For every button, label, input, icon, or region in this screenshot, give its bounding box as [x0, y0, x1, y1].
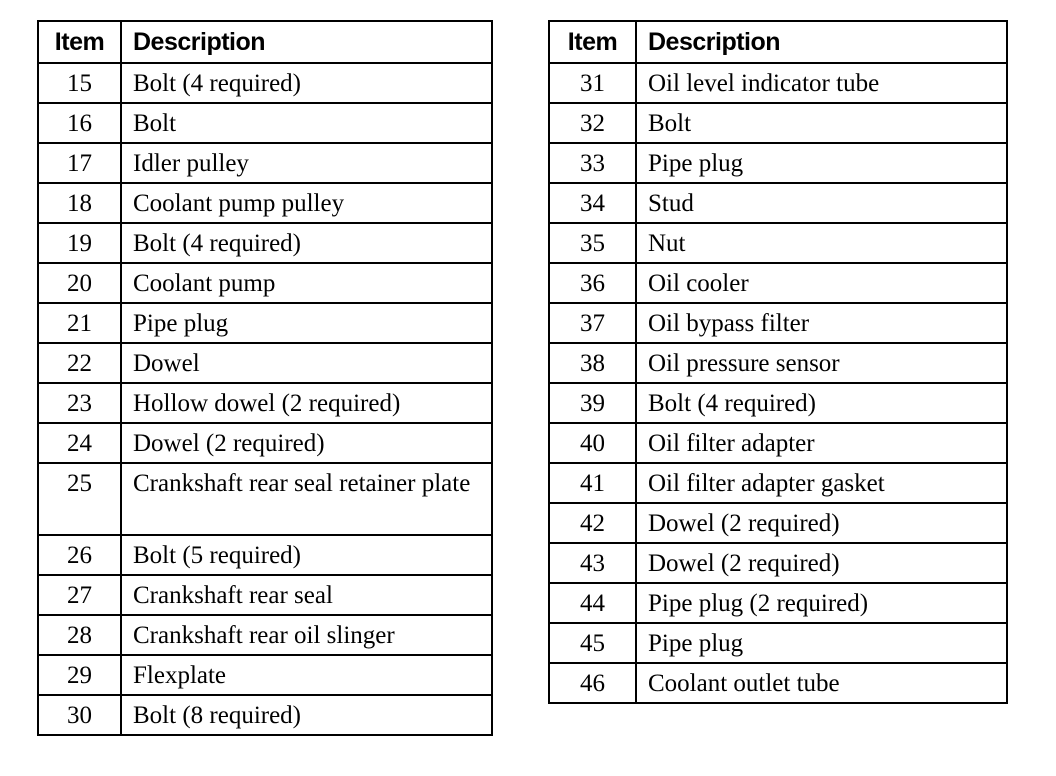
table-row [38, 303, 492, 343]
item-number-cell: 20 [38, 263, 121, 303]
item-number-cell: 24 [38, 423, 121, 463]
parts-table-right [548, 20, 1008, 704]
table-row [549, 183, 1007, 223]
table-row [38, 223, 492, 263]
table-row [38, 463, 492, 535]
description-cell: Bolt [636, 103, 1007, 143]
table-row [38, 143, 492, 183]
table-row [38, 63, 492, 103]
description-cell: Oil cooler [636, 263, 1007, 303]
description-cell: Bolt (5 required) [121, 535, 492, 575]
item-number-cell: 26 [38, 535, 121, 575]
table-row [549, 543, 1007, 583]
description-cell: Oil level indicator tube [636, 63, 1007, 103]
description-cell: Coolant pump [121, 263, 492, 303]
description-cell: Crankshaft rear oil slinger [121, 615, 492, 655]
table-row [549, 303, 1007, 343]
item-number-cell: 44 [549, 583, 636, 623]
item-column-header: Item [38, 21, 121, 63]
description-cell: Pipe plug (2 required) [636, 583, 1007, 623]
item-number-cell: 40 [549, 423, 636, 463]
item-number-cell: 38 [549, 343, 636, 383]
table-row [38, 383, 492, 423]
item-number-cell: 37 [549, 303, 636, 343]
item-number-cell: 31 [549, 63, 636, 103]
item-number-cell: 30 [38, 695, 121, 735]
table-row [549, 503, 1007, 543]
item-number-cell: 15 [38, 63, 121, 103]
item-number-cell: 41 [549, 463, 636, 503]
description-cell: Coolant pump pulley [121, 183, 492, 223]
description-cell: Stud [636, 183, 1007, 223]
table-row [549, 463, 1007, 503]
table-row [549, 423, 1007, 463]
item-column-header: Item [549, 21, 636, 63]
table-row [38, 263, 492, 303]
table-row [549, 583, 1007, 623]
table-row [549, 263, 1007, 303]
description-cell: Coolant outlet tube [636, 663, 1007, 703]
item-number-cell: 21 [38, 303, 121, 343]
description-cell: Oil pressure sensor [636, 343, 1007, 383]
item-number-cell: 42 [549, 503, 636, 543]
table-row [38, 183, 492, 223]
item-number-cell: 18 [38, 183, 121, 223]
item-number-cell: 33 [549, 143, 636, 183]
description-cell: Nut [636, 223, 1007, 263]
table-row [549, 663, 1007, 703]
item-number-cell: 27 [38, 575, 121, 615]
description-cell: Oil filter adapter [636, 423, 1007, 463]
table-row [549, 143, 1007, 183]
description-cell: Flexplate [121, 655, 492, 695]
description-column-header: Description [636, 21, 1007, 63]
table-row [549, 63, 1007, 103]
table-row [38, 695, 492, 735]
item-number-cell: 28 [38, 615, 121, 655]
item-number-cell: 36 [549, 263, 636, 303]
description-cell: Bolt [121, 103, 492, 143]
description-cell: Idler pulley [121, 143, 492, 183]
table-row [38, 535, 492, 575]
table-row [38, 103, 492, 143]
table-row [549, 383, 1007, 423]
table-row [38, 615, 492, 655]
table-row [549, 223, 1007, 263]
description-cell: Oil filter adapter gasket [636, 463, 1007, 503]
item-number-cell: 22 [38, 343, 121, 383]
description-cell: Bolt (4 required) [121, 63, 492, 103]
description-cell: Crankshaft rear seal retainer plate [121, 463, 492, 535]
item-number-cell: 23 [38, 383, 121, 423]
table-row [38, 655, 492, 695]
header-row [38, 21, 492, 63]
table-row [549, 343, 1007, 383]
description-cell: Oil bypass filter [636, 303, 1007, 343]
item-number-cell: 46 [549, 663, 636, 703]
item-number-cell: 16 [38, 103, 121, 143]
item-number-cell: 34 [549, 183, 636, 223]
description-cell: Hollow dowel (2 required) [121, 383, 492, 423]
item-number-cell: 39 [549, 383, 636, 423]
item-number-cell: 45 [549, 623, 636, 663]
item-number-cell: 17 [38, 143, 121, 183]
description-cell: Dowel (2 required) [121, 423, 492, 463]
description-cell: Bolt (4 required) [636, 383, 1007, 423]
item-number-cell: 29 [38, 655, 121, 695]
table-row [38, 423, 492, 463]
table-row [38, 575, 492, 615]
description-cell: Dowel (2 required) [636, 543, 1007, 583]
description-column-header: Description [121, 21, 492, 63]
description-cell: Dowel [121, 343, 492, 383]
description-cell: Bolt (4 required) [121, 223, 492, 263]
table-row [38, 343, 492, 383]
table-row [549, 103, 1007, 143]
description-cell: Pipe plug [121, 303, 492, 343]
parts-table-left [37, 20, 493, 736]
description-cell: Pipe plug [636, 143, 1007, 183]
description-cell: Bolt (8 required) [121, 695, 492, 735]
description-cell: Dowel (2 required) [636, 503, 1007, 543]
item-number-cell: 25 [38, 463, 121, 535]
description-cell: Pipe plug [636, 623, 1007, 663]
description-cell: Crankshaft rear seal [121, 575, 492, 615]
item-number-cell: 32 [549, 103, 636, 143]
table-row [549, 623, 1007, 663]
item-number-cell: 43 [549, 543, 636, 583]
header-row [549, 21, 1007, 63]
item-number-cell: 35 [549, 223, 636, 263]
item-number-cell: 19 [38, 223, 121, 263]
